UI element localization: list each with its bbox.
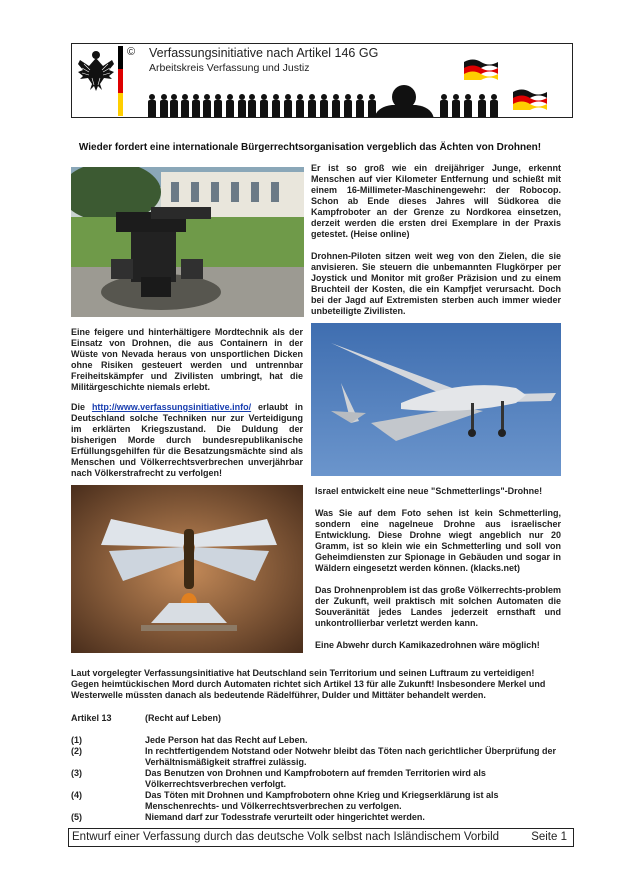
problem-paragraph: Das Drohnenproblem ist das große Völkerrechts-problem der Zukunft, weil praktisch mit solchen Automaten die Souveränität jedes Landes jederzeit ernsthaft und unkontrollierbar verletzt werden kann. xyxy=(315,585,561,628)
robot-text xyxy=(311,163,561,328)
article-item xyxy=(71,735,561,746)
article-item-num: (2) xyxy=(71,746,82,756)
article-item-text: Das Benutzen von Drohnen und Kampfrobotern auf fremden Territorien wird als Völkerrechtsverbrechen verfolgt. xyxy=(145,768,486,789)
page-number: Seite 1 xyxy=(531,831,567,843)
article-item-num: (4) xyxy=(71,790,82,800)
eagle-icon xyxy=(76,48,116,92)
header-subtitle: Arbeitskreis Verfassung und Justiz xyxy=(149,62,310,74)
mord-paragraph: Eine feigere und hinterhältigere Mordtechnik als der Einsatz von Drohnen, die aus Containern in der Wüste von Nevada heraus von unsportlichen Dicken ohne Risiken gesteuert werden und untrennbar Freiheitskämpfer und Zivilisten umbringt, hat die Militärgeschichte niemals erlebt. xyxy=(71,327,303,392)
german-flag-icon xyxy=(463,58,499,80)
footer xyxy=(68,828,574,847)
article-item-text: Niemand darf zur Todesstrafe verurteilt oder hingerichtet werden. xyxy=(145,812,425,822)
drone-photo xyxy=(311,323,561,476)
robot-paragraph: Er ist so groß wie ein dreijähriger Junge, erkennt Menschen auf vier Kilometer Entfernung und schießt mit einem 16-Millimeter-Maschinengewehr: der Robocop. Schon ab Ende dieses Jahres will Südkorea die Kampfroboter an der Grenze zu Nordkorea einsetzen, derzeit werden die ersten drei Exemplare in der Praxis getestet. (Heise online) xyxy=(311,163,561,239)
site-text-before: Die xyxy=(71,402,92,412)
article-block xyxy=(71,713,561,823)
footer-text: Entwurf einer Verfassung durch das deutsche Volk selbst nach Isländischem Vorbild xyxy=(72,831,500,843)
header-title: Verfassungsinitiative nach Artikel 146 GG xyxy=(149,46,379,60)
article-item-text: Das Töten mit Drohnen und Kampfrobotern ohne Krieg und Kriegserklärung ist als Menschenrechts- und Völkerrechtsverbrechen zu verfolgen. xyxy=(145,790,499,811)
article-item-text: In rechtfertigendem Notstand oder Notwehr bleibt das Töten nach gerichtlicher Überprüfung der Verhältnismäßigkeit straffrei zulässig. xyxy=(145,746,557,767)
butterfly-heading: Israel entwickelt eine neue "Schmetterlings"-Drohne! xyxy=(315,486,543,496)
kamikaze-paragraph: Eine Abwehr durch Kamikazedrohnen wäre möglich! xyxy=(315,640,540,650)
robot-photo xyxy=(71,167,304,317)
article-item xyxy=(71,768,561,790)
copyright-symbol: © xyxy=(127,46,136,58)
site-paragraph xyxy=(71,402,303,479)
conclusion-paragraph: Laut vorgelegter Verfassungsinitiative hat Deutschland sein Territorium und seinen Luftraum zu verteidigen! Gegen heimtückischen Mord durch Automaten richtet sich Artikel 13 für alle Zukunft! Insbesondere Merkel und Westerwelle müssten danach als bedeutende Rädelführer, Dulder und Mittäter behandelt werden. xyxy=(71,668,546,700)
site-text-after: erlaubt in Deutschland solche Techniken nur zur Verteidigung im erklärten Kriegszustand. Die Duldung der bisherigen Morde durch bundesrepublikanische Erfüllungsgehilfen für die Besatzungsmächte sind als Menschen und Völkerrechtsverbrechen unverjährbar nach Völkerstrafrecht zu verfolgen! xyxy=(71,402,303,478)
article-item-num: (5) xyxy=(71,812,82,822)
site-link[interactable]: http://www.verfassungsinitiative.info/ xyxy=(91,402,252,412)
drone-pilot-paragraph: Drohnen-Piloten sitzen weit weg von den Zielen, die sie anvisieren. Sie steuern die unbemannten Flugkörper per Joystick und Monitor mit großer Präzision und zu einem Bruchteil der Kosten, die ein Kampfjet verursacht. Doch bei der Jagd auf Extremisten sterben auch immer wieder unbeteiligte Zivilisten. xyxy=(311,251,561,316)
article-item-num: (1) xyxy=(71,735,82,745)
article-item-num: (3) xyxy=(71,768,82,778)
header-box xyxy=(71,43,573,118)
article-heading xyxy=(71,713,561,724)
article-item xyxy=(71,812,561,823)
article-item xyxy=(71,746,561,768)
crowd-silhouette xyxy=(146,83,506,118)
butterfly-paragraph: Was Sie auf dem Foto sehen ist kein Schmetterling, sondern eine nagelneue Drohne aus israelischer Entwicklung. Diese Drohne wiegt angeblich nur 20 Gramm, ist so klein wie ein Schmetterling und soll von Geheimdiensten zur Spionage in Gebäuden und sogar in Wäldern eingesetzt werden können. (klacks.net) xyxy=(315,508,561,573)
article-title: (Recht auf Leben) xyxy=(145,713,222,723)
article-number: Artikel 13 xyxy=(71,713,112,723)
flag-stripe xyxy=(118,46,123,116)
butterfly-drone-photo xyxy=(71,485,303,653)
headline: Wieder fordert eine internationale Bürgerrechtsorganisation vergeblich das Ächten von Drohnen! xyxy=(78,142,542,153)
article-item xyxy=(71,790,561,812)
butterfly-text xyxy=(315,486,561,662)
article-item-text: Jede Person hat das Recht auf Leben. xyxy=(145,735,308,745)
german-flag-icon xyxy=(512,88,548,110)
